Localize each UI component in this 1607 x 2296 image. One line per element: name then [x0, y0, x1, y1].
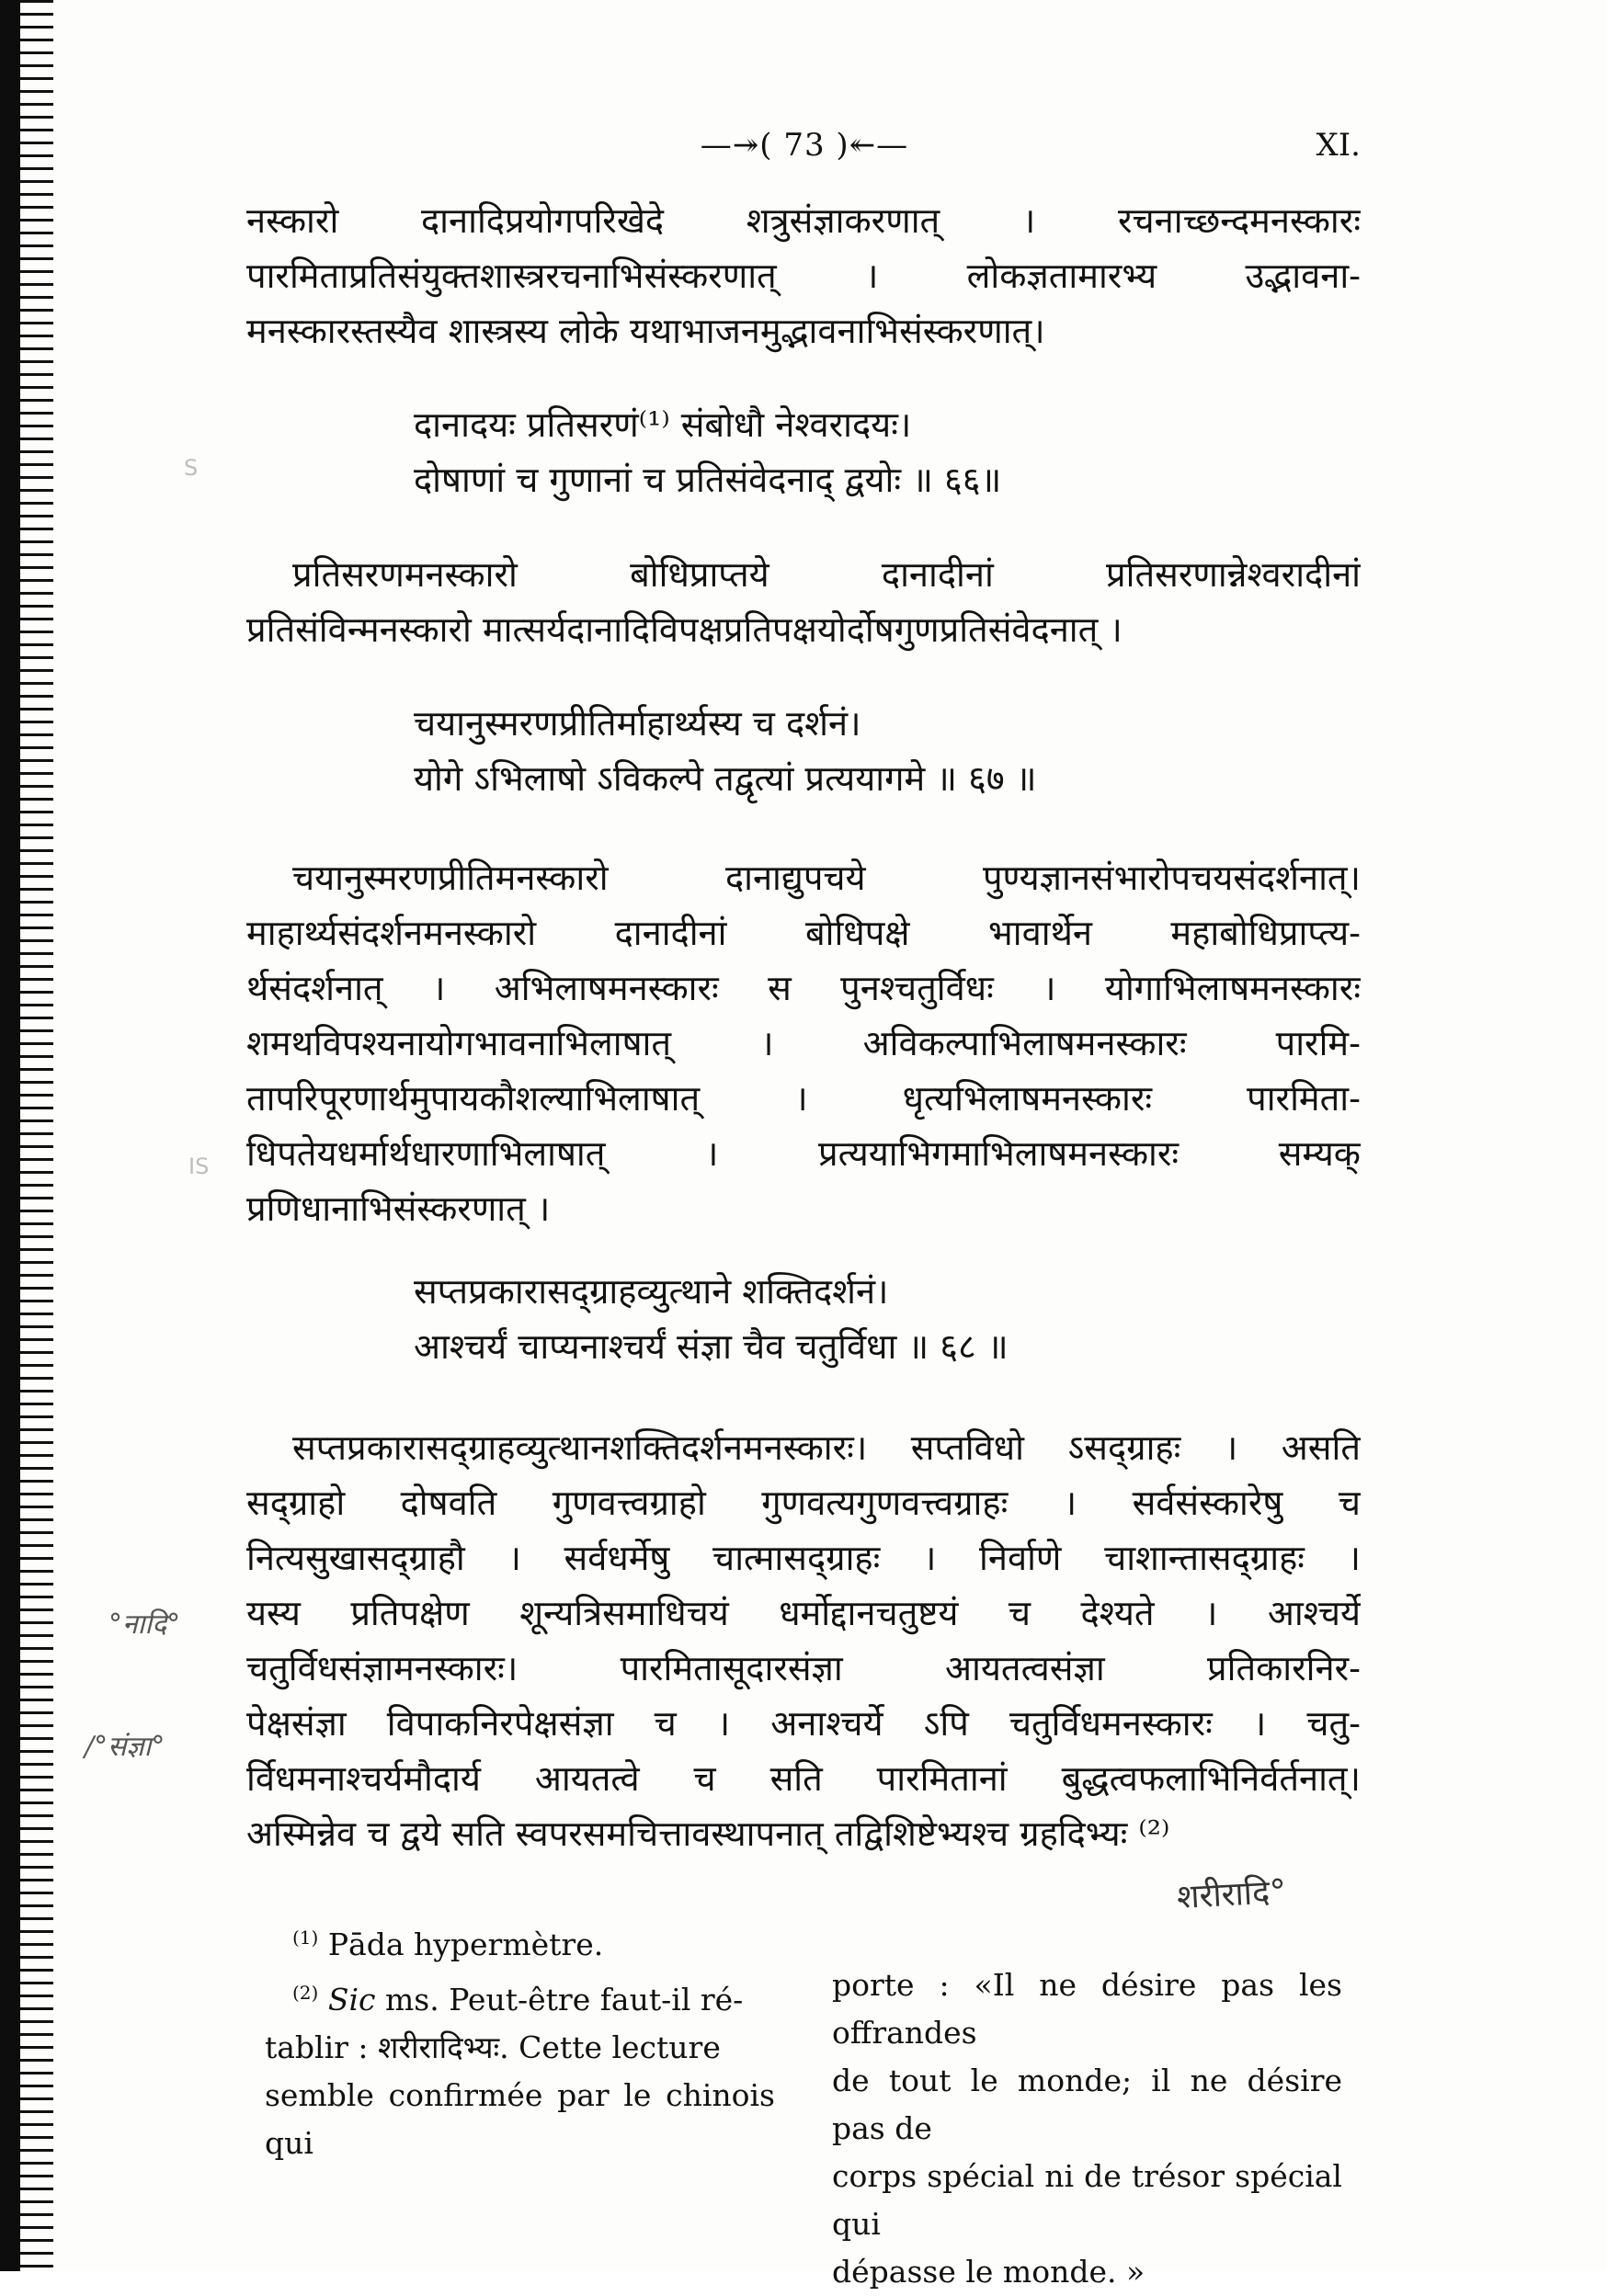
- commentary-paragraph: [246, 1420, 1361, 1861]
- verse-66: [414, 397, 1296, 507]
- commentary-paragraph: [246, 850, 1361, 1236]
- footnote-2: [265, 1969, 775, 2024]
- page-number: —↠( 73 )↞—: [700, 127, 909, 164]
- commentary-paragraph: [246, 193, 1361, 358]
- text-line: सप्तप्रकारासद्ग्राहव्युत्थानशक्तिदर्शनमनस्कारः। सप्तविधो ऽसद्ग्राहः । असति: [292, 1427, 1361, 1468]
- footnote-mark: (2): [292, 1982, 319, 2004]
- verse-line: दानादयः प्रतिसरणं⁽¹⁾ संबोधौ नेश्वरादयः।: [414, 404, 912, 445]
- text-line: पारमिताप्रतिसंयुक्तशास्त्ररचनाभिसंस्करणात् । लोकज्ञतामारभ्य उद्भावना-: [246, 256, 1361, 296]
- commentary-paragraph: [246, 547, 1361, 657]
- handwritten-correction: शरीरादि°: [1176, 1872, 1288, 1917]
- margin-note: °नादि°: [108, 1608, 181, 1641]
- verse-line: आश्चर्यं चाप्यनाश्चर्यं संज्ञा चैव चतुर्विधा ॥ ६८ ॥: [414, 1326, 1009, 1367]
- footnote-mark: (1): [292, 1927, 319, 1949]
- footnote-text: ms. Peut-être faut-il ré-: [385, 1982, 744, 2018]
- footnote-line: corps spécial ni de trésor spécial qui: [832, 2158, 1342, 2242]
- text-line: प्रतिसंविन्मनस्कारो मात्सर्यदानादिविपक्षप्रतिपक्षयोर्दोषगुणप्रतिसंवेदनात् ।: [246, 609, 1123, 650]
- text-line: शमथविपश्यनायोगभावनाभिलाषात् । अविकल्पाभिलाषमनस्कारः पारमि-: [246, 1023, 1361, 1063]
- verse-line: सप्तप्रकारासद्ग्राहव्युत्थाने शक्तिदर्शनं।: [414, 1271, 889, 1312]
- footnote-line: tablir : शरीरादिभ्यः. Cette lecture: [265, 2029, 721, 2065]
- verse-line: दोषाणां च गुणानां च प्रतिसंवेदनाद् द्वयोः ॥ ६६॥: [414, 460, 1002, 500]
- text-line: सद्ग्राहो दोषवति गुणवत्त्वग्राहो गुणवत्यगुणवत्त्वग्राहः । सर्वसंस्कारेषु च: [246, 1483, 1361, 1523]
- text-line: मनस्कारस्तस्यैव शास्त्रस्य लोके यथाभाजनमुद्भावनाभिसंस्करणात्।: [246, 311, 1045, 351]
- text-line: प्रतिसरणमनस्कारो बोधिप्राप्तये दानादीनां प्रतिसरणान्नेश्वरादीनां: [292, 554, 1361, 595]
- verse-68: [414, 1264, 1296, 1374]
- text-line: तापरिपूरणार्थमुपायकौशल्याभिलाषात् । धृत्यभिलाषमनस्कारः पारमिता-: [246, 1078, 1361, 1119]
- bleed-through-mark: IS: [188, 1154, 210, 1179]
- text-line: पेक्षसंज्ञा विपाकनिरपेक्षसंज्ञा च । अनाश्चर्ये ऽपि चतुर्विधमनस्कारः । चतु-: [246, 1703, 1361, 1744]
- verse-67: [414, 696, 1296, 806]
- text-line: र्थसंदर्शनात् । अभिलाषमनस्कारः स पुनश्चतुर्विधः । योगाभिलाषमनस्कारः: [246, 968, 1361, 1008]
- text-line: धिपतेयधर्मार्थधारणाभिलाषात् । प्रत्ययाभिगमाभिलाषमनस्कारः सम्यक्: [246, 1133, 1361, 1174]
- footnotes-right-column: [832, 1914, 1342, 2296]
- footnote-line: semble confirmée par le chinois qui: [265, 2077, 775, 2161]
- text-line: प्रणिधानाभिसंस्करणात् ।: [246, 1188, 551, 1229]
- text-line: माहार्थ्यसंदर्शनमनस्कारो दानादीनां बोधिपक्षे भावार्थेन महाबोधिप्राप्त्य-: [246, 913, 1361, 953]
- footnote-line: de tout le monde; il ne désire pas de: [832, 2063, 1342, 2146]
- margin-note: /°संज्ञा°: [85, 1731, 165, 1763]
- page-binding-edge: [0, 0, 53, 2271]
- footnote-text: Pāda hypermètre.: [327, 1927, 604, 1962]
- text-line: अस्मिन्नेव च द्वये सति स्वपरसमचित्तावस्थापनात् तद्विशिष्टेभ्यश्च ग्रहदिभ्यः ⁽²⁾: [246, 1813, 1170, 1854]
- footnote-line: porte : «Il ne désire pas les offrandes: [832, 1967, 1342, 2051]
- verse-line: योगे ऽभिलाषो ऽविकल्पे तद्वृत्यां प्रत्ययागमे ॥ ६७ ॥: [414, 758, 1037, 799]
- text-line: नित्यसुखासद्ग्राहौ । सर्वधर्मेषु चात्मासद्ग्राहः । निर्वाणे चाशान्तासद्ग्राहः ।: [246, 1538, 1361, 1578]
- footnote-sic: Sic: [327, 1982, 376, 2018]
- text-line: नस्कारो दानादिप्रयोगपरिखेदे शत्रुसंज्ञाकरणात् । रचनाच्छन्दमनस्कारः: [246, 200, 1361, 241]
- text-line: चतुर्विधसंज्ञामनस्कारः। पारमितासूदारसंज्ञा आयतत्वसंज्ञा प्रतिकारनिर-: [246, 1648, 1361, 1688]
- verse-line: चयानुस्मरणप्रीतिर्माहार्थ्यस्य च दर्शनं।: [414, 703, 861, 744]
- text-line: र्विधमनाश्चर्यमौदार्य आयतत्वे च सति पारमितानां बुद्धत्वफलाभिनिर्वर्तनात्।: [246, 1758, 1361, 1799]
- section-number: XI.: [1316, 127, 1361, 164]
- footnote-1: [265, 1914, 775, 1969]
- page-header: [248, 127, 1361, 173]
- text-line: चयानुस्मरणप्रीतिमनस्कारो दानाद्युपचये पुण्यज्ञानसंभारोपचयसंदर्शनात्।: [292, 858, 1361, 898]
- bleed-through-mark: S: [184, 455, 199, 481]
- text-line: यस्य प्रतिपक्षेण शून्यत्रिसमाधिचयं धर्मोद्दानचतुष्टयं च देश्यते । आश्चर्ये: [246, 1593, 1361, 1633]
- footnotes-left-column: [265, 1914, 775, 2167]
- footnote-line: dépasse le monde. »: [832, 2254, 1145, 2290]
